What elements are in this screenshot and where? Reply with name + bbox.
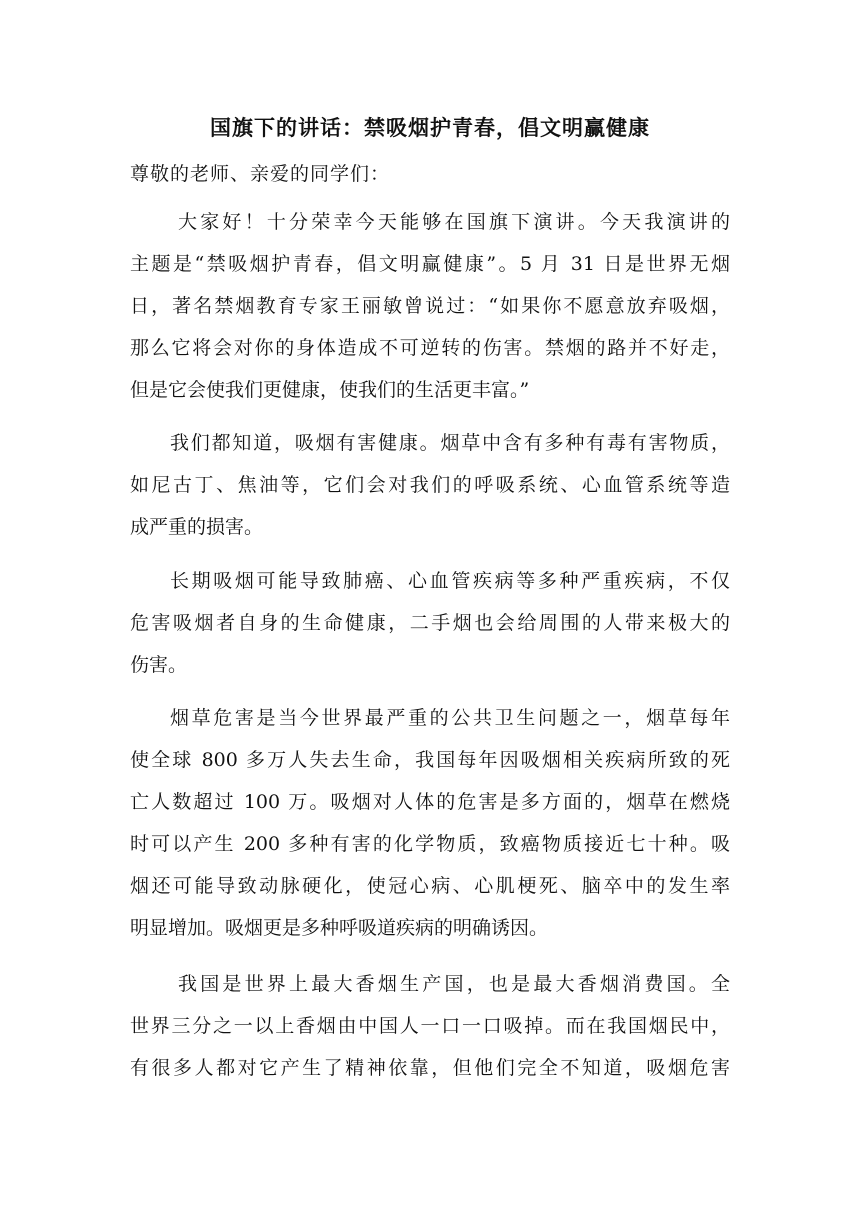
text-line: 我们都知道，吸烟有害健康。烟草中含有多种有毒有害物质， [170, 432, 730, 454]
salutation: 尊敬的老师、亲爱的同学们： [130, 163, 391, 185]
text-line: 烟还可能导致动脉硬化，使冠心病、心肌梗死、脑卒中的发生率 [130, 875, 730, 897]
document-title: 国旗下的讲话：禁吸烟护青春，倡文明赢健康 [210, 115, 650, 140]
paragraph-greeting [130, 201, 730, 411]
text-line: 我国是世界上最大香烟生产国，也是最大香烟消费国。全 [178, 973, 730, 995]
text-line: 但是它会使我们更健康，使我们的生活更丰富。” [130, 379, 530, 401]
text-line: 主题是“禁吸烟护青春，倡文明赢健康”。5 月 31 日是世界无烟 [130, 253, 730, 275]
text-line: 时可以产生 200 多种有害的化学物质，致癌物质接近七十种。吸 [130, 833, 730, 855]
text-line: 危害吸烟者自身的生命健康，二手烟也会给周围的人带来极大的 [130, 612, 730, 634]
text-line: 使全球 800 多万人失去生命，我国每年因吸烟相关疾病所致的死 [130, 749, 730, 771]
text-line: 有很多人都对它产生了精神依靠，但他们完全不知道，吸烟危害 [130, 1057, 730, 1079]
text-line: 长期吸烟可能导致肺癌、心血管疾病等多种严重疾病，不仅 [170, 570, 730, 592]
paragraph-public-health [130, 697, 730, 949]
text-line: 亡人数超过 100 万。吸烟对人体的危害是多方面的，烟草在燃烧 [130, 791, 730, 813]
text-line: 大家好！十分荣幸今天能够在国旗下演讲。今天我演讲的 [178, 211, 730, 233]
paragraph-diseases [130, 560, 730, 686]
text-line: 如尼古丁、焦油等，它们会对我们的呼吸系统、心血管系统等造 [130, 474, 730, 496]
text-line: 伤害。 [130, 654, 188, 676]
paragraph-china-consumption [130, 963, 730, 1089]
text-line: 日，著名禁烟教育专家王丽敏曾说过：“如果你不愿意放弃吸烟， [130, 295, 730, 317]
text-line: 那么它将会对你的身体造成不可逆转的伤害。禁烟的路并不好走， [130, 337, 730, 359]
text-line: 成严重的损害。 [130, 516, 264, 538]
text-line: 明显增加。吸烟更是多种呼吸道疾病的明确诱因。 [130, 917, 549, 939]
paragraph-smoking-harm [130, 422, 730, 548]
text-line: 世界三分之一以上香烟由中国人一口一口吸掉。而在我国烟民中， [130, 1015, 730, 1037]
text-line: 烟草危害是当今世界最严重的公共卫生问题之一，烟草每年 [170, 707, 730, 729]
